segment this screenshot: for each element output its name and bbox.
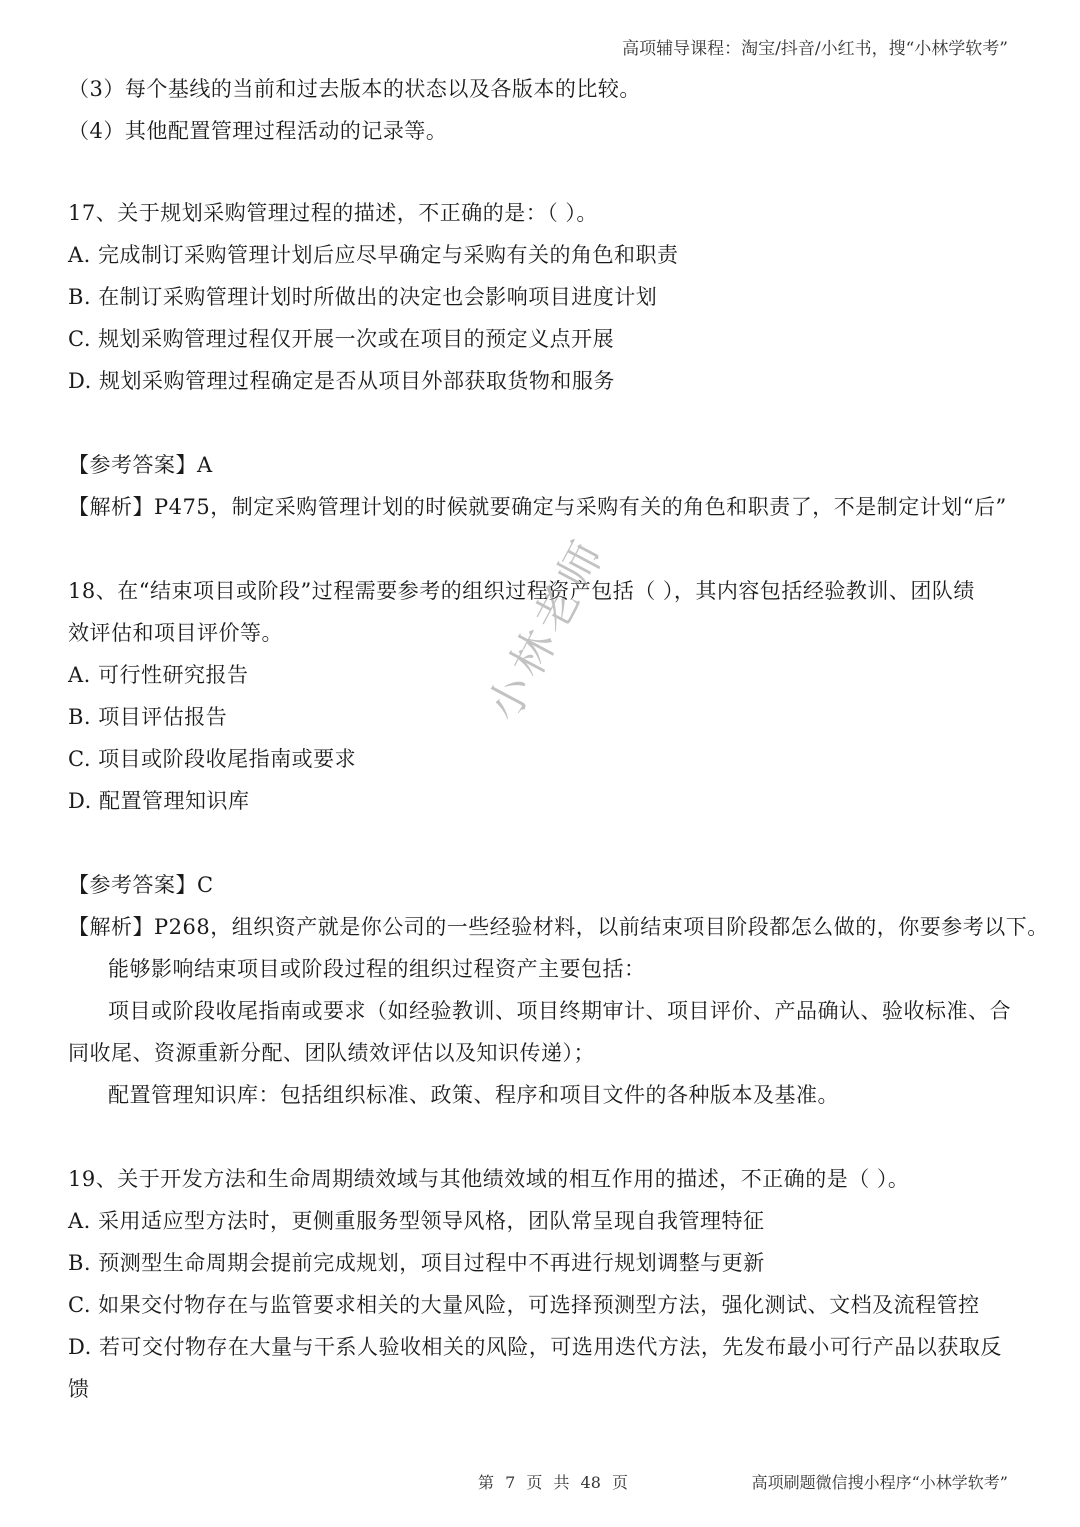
option-b: B. 项目评估报告 [68, 705, 228, 729]
document-body [68, 68, 1049, 1410]
option-a: A. 采用适应型方法时，更侧重服务型领导风格，团队常呈现自我管理特征 [68, 1209, 765, 1233]
option-b: B. 在制订采购管理计划时所做出的决定也会影响项目进度计划 [68, 285, 658, 309]
option-a: A. 完成制订采购管理计划后应尽早确定与采购有关的角色和职责 [68, 243, 679, 267]
page-number: 第 7 页 共 48 页 [478, 1473, 628, 1492]
explanation: 【解析】P475，制定采购管理计划的时候就要确定与采购有关的角色和职责了，不是制定计划“后” [68, 495, 1007, 519]
text-line: （4）其他配置管理过程活动的记录等。 [68, 119, 448, 143]
question-18: 18、在“结束项目或阶段”过程需要参考的组织过程资产包括（ ），其内容包括经验教训、团队绩 [68, 579, 975, 603]
option-d: D. 规划采购管理过程确定是否从项目外部获取货物和服务 [68, 369, 615, 393]
option-a: A. 可行性研究报告 [68, 663, 249, 687]
footer-note: 高项刷题微信搜小程序“小林学软考” [751, 1473, 1008, 1492]
explanation-line: 配置管理知识库：包括组织标准、政策、程序和项目文件的各种版本及基准。 [108, 1083, 839, 1107]
option-d-cont: 馈 [68, 1377, 90, 1401]
answer: 【参考答案】A [68, 453, 213, 477]
explanation: 【解析】P268，组织资产就是你公司的一些经验材料，以前结束项目阶段都怎么做的，你要参考以下。 [68, 915, 1049, 939]
option-d: D. 若可交付物存在大量与干系人验收相关的风险，可选用迭代方法，先发布最小可行产品以获取反 [68, 1335, 1002, 1359]
explanation-line: 同收尾、资源重新分配、团队绩效评估以及知识传递）； [68, 1041, 595, 1065]
question-18-cont: 效评估和项目评价等。 [68, 621, 283, 645]
watermark: 小林老师 [477, 528, 617, 730]
option-c: C. 如果交付物存在与监管要求相关的大量风险，可选择预测型方法，强化测试、文档及流程管控 [68, 1293, 980, 1317]
question-19: 19、关于开发方法和生命周期绩效域与其他绩效域的相互作用的描述，不正确的是（ ）。 [68, 1167, 910, 1191]
option-d: D. 配置管理知识库 [68, 789, 250, 813]
option-c: C. 项目或阶段收尾指南或要求 [68, 747, 357, 771]
option-c: C. 规划采购管理过程仅开展一次或在项目的预定义点开展 [68, 327, 615, 351]
option-b: B. 预测型生命周期会提前完成规划，项目过程中不再进行规划调整与更新 [68, 1251, 765, 1275]
explanation-line: 能够影响结束项目或阶段过程的组织过程资产主要包括： [108, 957, 646, 981]
question-17: 17、关于规划采购管理过程的描述，不正确的是：（ ）。 [68, 201, 598, 225]
answer: 【参考答案】C [68, 873, 214, 897]
page-header: 高项辅导课程：淘宝/抖音/小红书，搜“小林学软考” [622, 39, 1008, 59]
text-line: （3）每个基线的当前和过去版本的状态以及各版本的比较。 [68, 77, 641, 101]
explanation-line: 项目或阶段收尾指南或要求（如经验教训、项目终期审计、项目评价、产品确认、验收标准、合 [108, 999, 1011, 1023]
